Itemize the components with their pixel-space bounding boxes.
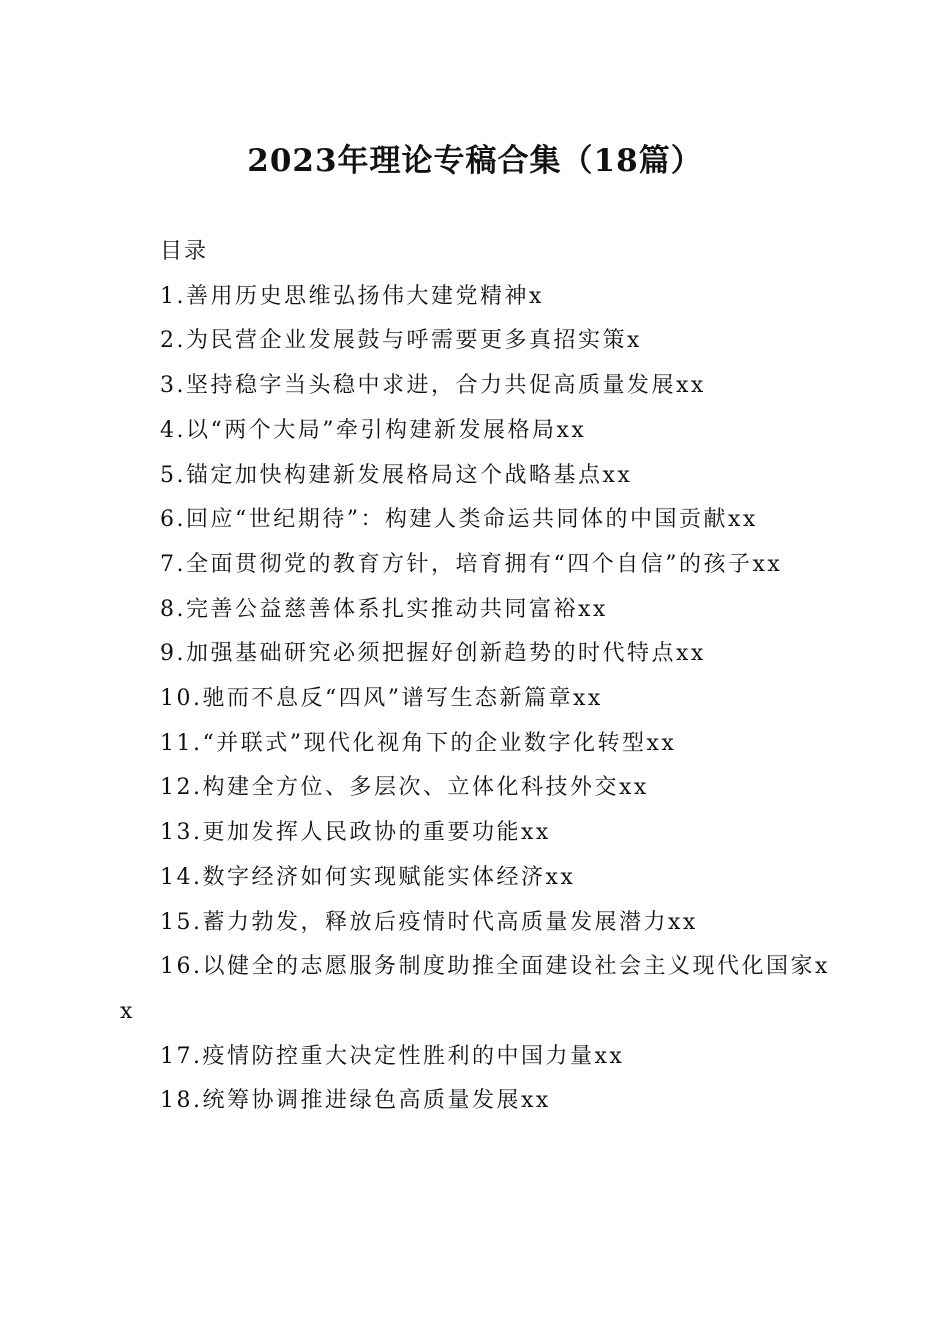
toc-item-13: 13.更加发挥人民政协的重要功能xx xyxy=(160,820,551,846)
toc-item-12: 12.构建全方位、多层次、立体化科技外交xx xyxy=(160,775,649,801)
toc-item-16: 16.以健全的志愿服务制度助推全面建设社会主义现代化国家xx xyxy=(120,954,830,1024)
toc-item-9: 9.加强基础研究必须把握好创新趋势的时代特点xx xyxy=(160,641,706,667)
toc-item-7: 7.全面贯彻党的教育方针，培育拥有“四个自信”的孩子xx xyxy=(160,551,783,577)
toc-item-15: 15.蓄力勃发，释放后疫情时代高质量发展潜力xx xyxy=(160,909,698,935)
toc-item-1: 1.善用历史思维弘扬伟大建党精神x xyxy=(160,283,544,309)
toc-item-14: 14.数字经济如何实现赋能实体经济xx xyxy=(160,864,576,890)
toc-item-4: 4.以“两个大局”牵引构建新发展格局xx xyxy=(160,417,587,443)
table-of-contents xyxy=(120,230,830,1124)
document-title: 2023年理论专稿合集（18篇） xyxy=(247,143,703,179)
toc-item-8: 8.完善公益慈善体系扎实推动共同富裕xx xyxy=(160,596,608,622)
toc-item-6: 6.回应“世纪期待”：构建人类命运共同体的中国贡献xx xyxy=(160,507,758,533)
toc-heading: 目录 xyxy=(160,239,209,264)
toc-item-3: 3.坚持稳字当头稳中求进，合力共促高质量发展xx xyxy=(160,373,706,399)
toc-item-18: 18.统筹协调推进绿色高质量发展xx xyxy=(160,1088,551,1114)
toc-item-10: 10.驰而不息反“四风”谱写生态新篇章xx xyxy=(160,686,603,712)
toc-item-11: 11.“并联式”现代化视角下的企业数字化转型xx xyxy=(160,730,677,756)
toc-item-2: 2.为民营企业发展鼓与呼需要更多真招实策x xyxy=(160,328,642,354)
toc-item-5: 5.锚定加快构建新发展格局这个战略基点xx xyxy=(160,462,633,488)
toc-item-17: 17.疫情防控重大决定性胜利的中国力量xx xyxy=(160,1043,625,1069)
